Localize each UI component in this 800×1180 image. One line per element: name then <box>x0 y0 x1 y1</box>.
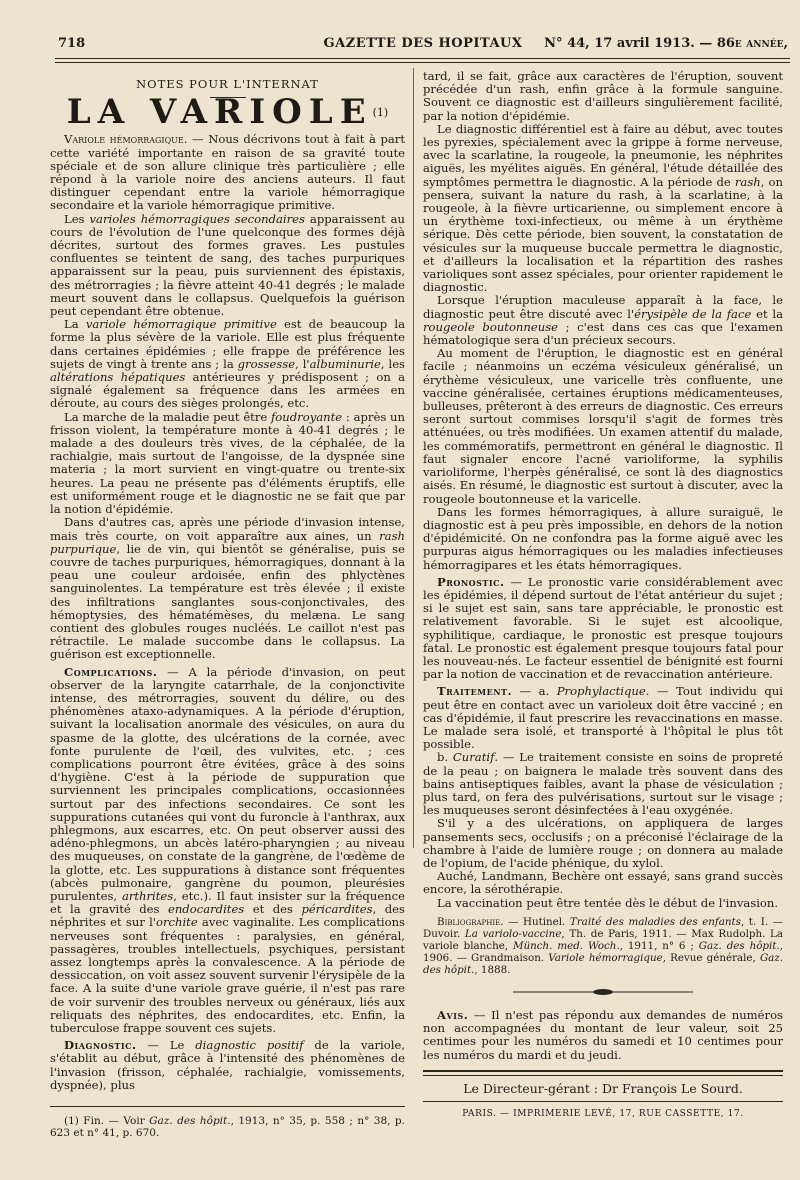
header-rule <box>55 58 790 59</box>
paragraph-serotherapie: Auché, Landmann, Bechère ont essayé, sans grand succès encore, la sérothérapie. <box>423 869 783 897</box>
paragraph-pronostic: Pronostic. — Le pronostic varie considérablement avec les épidémies, il dépend surtout de l'état antérieur du sujet ; si le sujet est sain, sans tare appréciable, le pronostic est relativement favorable. Si le sujet est alcoolique, syphilitique, cardiaque, le pronostic est presque toujours fatal. Le pronostic est également presque toujours fatal pour les nouveau-nés. Le facteur essentiel de bénignité est fourni par la notion de vaccination et de revaccination antérieure. <box>423 574 783 682</box>
title-footnote-marker: (1) <box>372 106 389 120</box>
paragraph-ulcerations: S'il y a des ulcérations, on appliquera de larges pansements secs, occlusifs ; on a préconisé l'éclairage de la chambre à l'aide de lumière rouge ; on donnera au malade de l'opium, de l'acide phénique, du xylol. <box>423 816 783 870</box>
paragraph-moment-eruption: Au moment de l'éruption, le diagnostic est en général facile ; néanmoins un eczéma vésiculeux généralisé, un érythème vésiculeux, une varicelle très confluente, une vaccine généralisée, certaines éruptions médicamenteuses, bulleuses, prêteront à des erreurs de diagnostic. Ces erreurs seront surtout commises lorsqu'il s'agit de formes très atténuées, ou très modifiées. Un examen attentif du malade, les commémoratifs, permettront en général le diagnostic. Il faut signaler encore l'acné varioliforme, la syphilis varioliforme, l'herpès généralisé, ce sont là des diagnostics aisés. En résumé, le diagnostic est surtout à discuter, avec la rougeole boutonneuse et la varicelle. <box>423 346 783 506</box>
paragraph-formes-hemorragiques: Dans les formes hémorragiques, à allure suraiguë, le diagnostic est à peu près impossible, en dehors de la notion d'épidémicité. On ne confondra pas la forme aiguë avec les purpuras aigus hémorragiques ou les maladies infectieuses hémorragipares et les états hémorragiques. <box>423 504 783 572</box>
paragraph-complications: Complications. — A la période d'invasion, on peut observer de la laryngite catarrhale, de la conjonctivite intense, des métrorragies, souvent du délire, ou des phénomènes ataxo-adynamiques. A la période d'éruption, suivant la localisation anormale des vésicules, on aura du spasme de la glotte, des ulcérations de la cornée, avec fonte purulente de l'œil, des vulvites, etc. ; ces complications pourront être évitées, grâce à des soins d'hygiène. C'est à la période de suppuration que surviennent les principales complications, occasionnées surtout par des infections secondaires. Ce sont les suppurations cutanées qui vont du furoncle à l'anthrax, aux phlegmons, aux escarres, etc. On peut observer aussi des adéno-phlegmons, un abcès latéro-pharyngien ; au niveau des muqueuses, on constate de la gangrène, de l'œdème de la glotte, etc. Les suppurations à distance sont fréquentes (abcès pulmonaire, gangrène du poumon, pleurésies purulentes, arthrites, etc.). Il faut insister sur la fréquence et la gravité des endocardites et des péricardites, des néphrites et sur l'orchite avec vaginalite. Les complications nerveuses sont fréquentes : paralysies, en général, passagères, troubles intellectuels, psychiques, persistant assez longtemps après la convalescence. A la période de dessiccation, on voit assez souvent survenir l'érysipèle de la face. A la suite d'une variole grave guérie, il n'est pas rare de voir survenir des troubles nerveux ou généraux, liés aux reliquats des néphrites, des endocardites, etc. Enfin, la tuberculose frappe souvent ces sujets. <box>50 664 405 1036</box>
footnote-rule <box>50 1106 405 1107</box>
page-number: 718 <box>58 36 86 51</box>
paragraph-marche: La marche de la maladie peut être foudroyante : après un frisson violent, la température monte à 40-41 degrés ; le malade a des douleurs très vives, de la céphalée, de la rachialgie, mais surtout de l'angoisse, de la dyspnée sine materia ; la mort survient en vingt-quatre ou trente-six heures. La peau ne présente pas d'éléments éruptifs, elle est uniformément rouge et le diagnostic ne se fait que par la notion d'épidémie. <box>50 409 405 517</box>
paragraph-diagnostic-differentiel: Le diagnostic différentiel est à faire au début, avec toutes les pyrexies, spécialement avec la grippe à forme nerveuse, avec la scarlatine, la rougeole, la pneumonie, les néphrites aiguës, les myélites aiguës. En général, l'étude détaillée des symptômes permettra le diagnostic. A la période de rash, on pensera, suivant la nature du rash, à la scarlatine, à la rougeole, à la fièvre urticarienne, ou simplement encore à un érythème toxi-infectieux, ou même à un érythème sérique. Dès cette période, bien souvent, la constatation de vésicules sur la muqueuse buccale permettra le diagnostic, et d'ailleurs la localisation et la répartition des rashes varioliques sont assez spéciales, pour orienter rapidement le diagnostic. <box>423 121 783 295</box>
ornament-rule-icon <box>513 988 693 996</box>
director-rule-top-thin <box>423 1075 783 1076</box>
director-rule-bottom <box>423 1101 783 1102</box>
printer-line: PARIS. — IMPRIMERIE LEVÉ, 17, RUE CASSETTE, 17. <box>462 1109 744 1120</box>
paragraph-avis: Avis. — Il n'est pas répondu aux demandes de numéros non accompagnées du montant de leur valeur, soit 25 centimes pour les numéros du samedi et 10 centimes pour les numéros du mardi et du jeudi. <box>423 1008 783 1062</box>
paragraph-curatif: b. Curatif. — Le traitement consiste en soins de propreté de la peau ; on baignera le malade très souvent dans des bains antiseptiques faibles, avant la phase de vésiculation ; plus tard, on fera des pulvérisations, surtout sur le visage ; les muqueuses seront désinfectées à l'eau oxygénée. <box>423 750 783 818</box>
header-rule-2 <box>55 62 790 63</box>
page-header <box>58 36 788 56</box>
issue-info: N° 44, 17 avril 1913. — 86e année, <box>544 36 788 51</box>
paragraph-vaccination: La vaccination peut être tentée dès le début de l'invasion. <box>437 895 779 910</box>
paragraph-traitement: Traitement. — a. Prophylactique. — Tout individu qui peut être en contact avec un varioleux doit être vacciné ; en cas d'épidémie, il faut prescrire les revaccinations en masse. Le malade sera isolé, et transporté à l'hôpital le plus tôt possible. <box>423 684 783 752</box>
right-column <box>423 70 783 1121</box>
left-column <box>50 70 405 1139</box>
bibliography: Bibliographie. — Hutinel. Traité des maladies des enfants, t. I. — Duvoir. La variolo-vaccine, Th. de Paris, 1911. — Max Rudolph. La variole blanche, Münch. med. Woch., 1911, n° 6 ; Gaz. des hôpit., 1906. — Grandmaison. Variole hémorragique, Revue générale, Gaz. des hôpit., 1888. <box>423 915 783 976</box>
director-rule-top <box>423 1070 783 1072</box>
rubric-heading: NOTES POUR L'INTERNAT <box>136 77 319 91</box>
column-separator <box>413 68 414 848</box>
paragraph-diagnostic: Diagnostic. — Le diagnostic positif de la variole, s'établit au début, grâce à l'intensité des phénomènes de l'invasion (frisson, céphalée, rachialgie, vomissements, dyspnée), plus <box>50 1038 406 1092</box>
paragraph-eruption-maculeuse: Lorsque l'éruption maculeuse apparaît à la face, le diagnostic peut être discuté avec l'érysipèle de la face et la rougeole boutonneuse ; c'est dans ces cas que l'examen hématologique sera d'un précieux secours. <box>423 293 784 348</box>
paragraph-variole-hemorragique: Variole hémorragique. — Nous décrivons tout à fait à part cette variété importante en raison de sa gravité toute spéciale et de son allure clinique très particulière ; elle répond à la variole noire des anciens auteurs. Il faut distinguer cependant entre la variole hémorragique secondaire et la variole hémorragique primitive. <box>50 132 405 213</box>
paragraph-primitive: La variole hémorragique primitive est de beaucoup la forme la plus sévère de la variole. Elle est plus fréquente dans certaines épidémies ; elle frappe de préférence les sujets de vingt à trente ans ; la grossesse, l'albuminurie, les altérations hépatiques antérieures y prédisposent ; on a signalé également sa fréquence dans les armées en déroute, au cours des sièges prolongés, etc. <box>50 317 406 411</box>
ornament-divider <box>423 986 783 999</box>
director-line: Le Directeur-gérant : Dr François Le Sourd. <box>463 1080 743 1096</box>
article-title: LA VARIOLE$^{(1)}$ <box>66 92 389 133</box>
paragraph-secondaires: Les varioles hémorragiques secondaires apparaissent au cours de l'évolution de l'une quelconque des formes déjà décrites, surtout des formes graves. Les pustules confluentes se teintent de sang, des taches purpuriques apparaissent sur la peau, puis surviennent des épistaxis, des métrorragies ; la fièvre atteint 40-41 degrés ; le malade meurt souvent dans le collapsus. Quelquefois la guérison peut cependant être obtenue. <box>50 211 406 319</box>
paragraph-diagnostic-cont: tard, il se fait, grâce aux caractères de l'éruption, souvent précédée d'un rash, enfin grâce à la formule sanguine. Souvent ce diagnostic est d'ailleurs singulièrement facilité, par la notion d'épidémie. <box>423 69 783 123</box>
paragraph-autres-cas: Dans d'autres cas, après une période d'invasion intense, mais très courte, on voit apparaître aux aines, un rash purpurique, lie de vin, qui bientôt se généralise, puis se couvre de taches purpuriques, hémorragiques, donnant à la peau une couleur ardoisée, enfin des phlyctènes sanguinolentes. La température est très élevée ; il existe des infiltrations sanglantes sous-conjonctivales, des hémoptysies, des hématémèses, du melæna. Le sang contient des globules rouges nucléés. Le caillot n'est pas rétractile. Le malade succombe dans le collapsus. La guérison est exceptionnelle. <box>50 515 405 662</box>
journal-title: GAZETTE DES HOPITAUX <box>323 36 523 51</box>
footnote: (1) Fin. — Voir Gaz. des hôpit., 1913, n° 35, p. 558 ; n° 38, p. 623 et n° 41, p. 670. <box>50 1115 405 1140</box>
